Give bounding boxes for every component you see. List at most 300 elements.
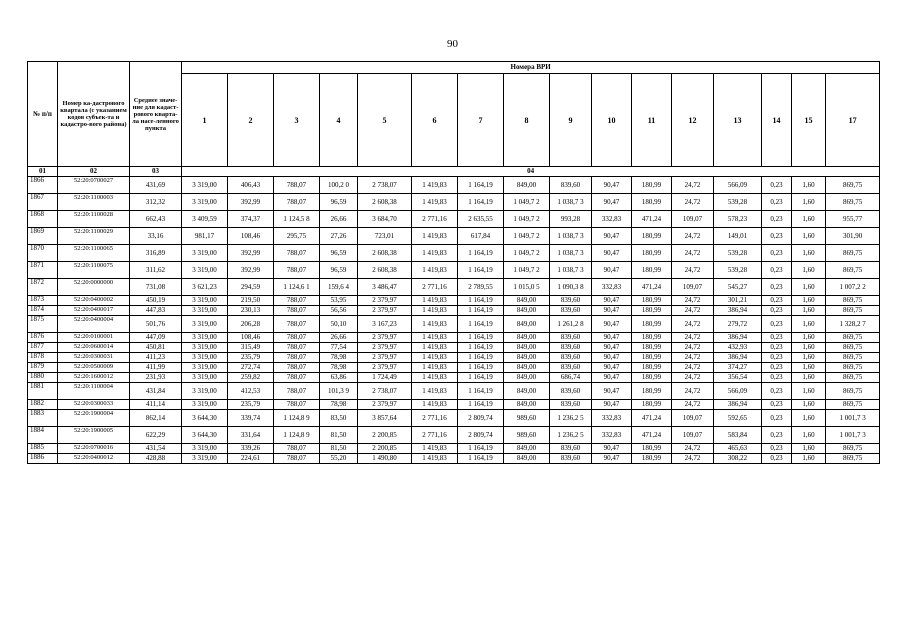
row-vri-value: 332,83 xyxy=(592,410,632,427)
table-row xyxy=(28,363,880,373)
row-number: 1868 xyxy=(28,211,58,228)
row-vri-value: 0,23 xyxy=(762,194,792,211)
row-vri-value: 109,07 xyxy=(672,279,714,296)
row-vri-value: 3 319,00 xyxy=(182,343,228,353)
row-average: 311,62 xyxy=(130,262,182,279)
row-vri-value: 90,47 xyxy=(592,444,632,454)
row-vri-value: 1,60 xyxy=(792,383,826,400)
row-vri-value: 788,07 xyxy=(274,454,320,464)
row-vri-value: 0,23 xyxy=(762,279,792,296)
row-vri-value: 869,75 xyxy=(826,373,880,383)
row-vri-value: 180,99 xyxy=(632,343,672,353)
row-vri-value: 471,24 xyxy=(632,211,672,228)
row-vri-value: 1 419,83 xyxy=(412,228,458,245)
row-vri-value: 180,99 xyxy=(632,383,672,400)
row-average: 411,99 xyxy=(130,363,182,373)
row-vri-value: 989,60 xyxy=(504,410,550,427)
row-vri-value: 2 771,16 xyxy=(412,410,458,427)
header-vri-4: 4 xyxy=(320,74,358,167)
row-vri-value: 0,23 xyxy=(762,296,792,306)
row-vri-value: 869,75 xyxy=(826,262,880,279)
row-vri-value: 849,00 xyxy=(504,444,550,454)
row-vri-value: 406,43 xyxy=(228,177,274,194)
row-vri-value: 1 164,19 xyxy=(458,262,504,279)
row-average: 428,88 xyxy=(130,454,182,464)
row-vri-value: 1,60 xyxy=(792,316,826,333)
row-vri-value: 849,00 xyxy=(504,333,550,343)
row-vri-value: 471,24 xyxy=(632,427,672,444)
idx-02: 02 xyxy=(58,167,130,177)
row-vri-value: 1,60 xyxy=(792,211,826,228)
row-vri-value: 230,13 xyxy=(228,306,274,316)
row-vri-value: 109,07 xyxy=(672,211,714,228)
row-vri-value: 539,28 xyxy=(714,262,762,279)
row-vri-value: 1 419,83 xyxy=(412,316,458,333)
table-row xyxy=(28,296,880,306)
row-vri-value: 849,00 xyxy=(504,316,550,333)
row-vri-value: 2 379,97 xyxy=(358,400,412,410)
row-vri-value: 50,10 xyxy=(320,316,358,333)
row-vri-value: 869,75 xyxy=(826,383,880,400)
row-vri-value: 3 621,23 xyxy=(182,279,228,296)
row-vri-value: 55,20 xyxy=(320,454,358,464)
row-vri-value: 788,07 xyxy=(274,316,320,333)
row-vri-value: 1 164,19 xyxy=(458,400,504,410)
row-vri-value: 24,72 xyxy=(672,296,714,306)
table-row xyxy=(28,353,880,363)
header-vri-12: 12 xyxy=(672,74,714,167)
row-vri-value: 83,50 xyxy=(320,410,358,427)
row-vri-value: 24,72 xyxy=(672,454,714,464)
row-vri-value: 869,75 xyxy=(826,306,880,316)
row-kvartal: 52:20:1100004 xyxy=(58,383,130,400)
row-vri-value: 1 419,83 xyxy=(412,194,458,211)
row-vri-value: 788,07 xyxy=(274,343,320,353)
row-vri-value: 788,07 xyxy=(274,262,320,279)
row-vri-value: 2 771,16 xyxy=(412,211,458,228)
row-vri-value: 592,65 xyxy=(714,410,762,427)
table-row xyxy=(28,373,880,383)
row-vri-value: 1 164,19 xyxy=(458,343,504,353)
row-vri-value: 869,75 xyxy=(826,343,880,353)
row-vri-value: 386,94 xyxy=(714,353,762,363)
row-number: 1870 xyxy=(28,245,58,262)
row-average: 501,76 xyxy=(130,316,182,333)
row-vri-value: 849,00 xyxy=(504,353,550,363)
row-average: 731,08 xyxy=(130,279,182,296)
row-vri-value: 339,74 xyxy=(228,410,274,427)
table-row xyxy=(28,333,880,343)
row-vri-value: 2 379,97 xyxy=(358,306,412,316)
row-vri-value: 849,00 xyxy=(504,383,550,400)
row-vri-value: 108,46 xyxy=(228,333,274,343)
table-row xyxy=(28,316,880,333)
row-number: 1876 xyxy=(28,333,58,343)
row-number: 1875 xyxy=(28,316,58,333)
row-vri-value: 1,60 xyxy=(792,194,826,211)
row-average: 312,32 xyxy=(130,194,182,211)
row-vri-value: 839,60 xyxy=(550,363,592,373)
row-vri-value: 993,28 xyxy=(550,211,592,228)
row-number: 1869 xyxy=(28,228,58,245)
row-average: 411,14 xyxy=(130,400,182,410)
row-vri-value: 539,28 xyxy=(714,245,762,262)
row-vri-value: 869,75 xyxy=(826,444,880,454)
row-vri-value: 1,60 xyxy=(792,343,826,353)
header-vri-9: 9 xyxy=(550,74,592,167)
row-vri-value: 1 419,83 xyxy=(412,296,458,306)
row-vri-value: 1 419,83 xyxy=(412,245,458,262)
row-vri-value: 788,07 xyxy=(274,194,320,211)
row-number: 1880 xyxy=(28,373,58,383)
row-vri-value: 2 608,38 xyxy=(358,194,412,211)
row-vri-value: 1 090,3 8 xyxy=(550,279,592,296)
row-vri-value: 2 635,55 xyxy=(458,211,504,228)
table-row xyxy=(28,245,880,262)
row-vri-value: 0,23 xyxy=(762,177,792,194)
row-vri-value: 1 419,83 xyxy=(412,383,458,400)
table-row xyxy=(28,228,880,245)
row-kvartal: 52:20:0300033 xyxy=(58,400,130,410)
row-vri-value: 63,86 xyxy=(320,373,358,383)
row-vri-value: 1,60 xyxy=(792,454,826,464)
table-row xyxy=(28,306,880,316)
row-vri-value: 1 419,83 xyxy=(412,353,458,363)
row-vri-value: 839,60 xyxy=(550,444,592,454)
header-vri-2: 2 xyxy=(228,74,274,167)
row-vri-value: 1 164,19 xyxy=(458,383,504,400)
row-kvartal: 52:20:0400002 xyxy=(58,296,130,306)
row-vri-value: 3 319,00 xyxy=(182,296,228,306)
row-vri-value: 101,3 9 xyxy=(320,383,358,400)
row-vri-value: 386,94 xyxy=(714,306,762,316)
row-vri-value: 27,26 xyxy=(320,228,358,245)
row-average: 447,83 xyxy=(130,306,182,316)
row-vri-value: 3 319,00 xyxy=(182,316,228,333)
table-row xyxy=(28,279,880,296)
row-vri-value: 24,72 xyxy=(672,333,714,343)
row-vri-value: 180,99 xyxy=(632,400,672,410)
row-vri-value: 78,98 xyxy=(320,400,358,410)
row-vri-value: 339,26 xyxy=(228,444,274,454)
header-vri-7: 7 xyxy=(458,74,504,167)
row-kvartal: 52:20:0400012 xyxy=(58,454,130,464)
row-vri-value: 235,79 xyxy=(228,353,274,363)
row-vri-value: 686,74 xyxy=(550,373,592,383)
row-vri-value: 1,60 xyxy=(792,363,826,373)
row-vri-value: 24,72 xyxy=(672,444,714,454)
row-vri-value: 1 419,83 xyxy=(412,306,458,316)
row-vri-value: 180,99 xyxy=(632,228,672,245)
row-vri-value: 26,66 xyxy=(320,333,358,343)
row-kvartal: 52:20:0000000 xyxy=(58,279,130,296)
row-kvartal: 52:20:0700016 xyxy=(58,444,130,454)
row-vri-value: 869,75 xyxy=(826,333,880,343)
row-vri-value: 3 319,00 xyxy=(182,353,228,363)
row-vri-value: 90,47 xyxy=(592,333,632,343)
row-number: 1878 xyxy=(28,353,58,363)
row-vri-value: 1 124,6 1 xyxy=(274,279,320,296)
row-vri-value: 301,21 xyxy=(714,296,762,306)
row-vri-value: 2 789,55 xyxy=(458,279,504,296)
row-number: 1881 xyxy=(28,383,58,400)
row-vri-value: 180,99 xyxy=(632,373,672,383)
row-vri-value: 109,07 xyxy=(672,410,714,427)
row-vri-value: 2 738,07 xyxy=(358,177,412,194)
row-vri-value: 78,98 xyxy=(320,363,358,373)
row-vri-value: 1,60 xyxy=(792,245,826,262)
header-vri-3: 3 xyxy=(274,74,320,167)
row-vri-value: 2 608,38 xyxy=(358,262,412,279)
row-vri-value: 869,75 xyxy=(826,363,880,373)
row-vri-value: 1 164,19 xyxy=(458,316,504,333)
row-average: 447,09 xyxy=(130,333,182,343)
row-vri-value: 24,72 xyxy=(672,177,714,194)
table-row xyxy=(28,454,880,464)
row-vri-value: 2 379,97 xyxy=(358,343,412,353)
row-vri-value: 1,60 xyxy=(792,410,826,427)
row-vri-value: 3 319,00 xyxy=(182,400,228,410)
row-vri-value: 386,94 xyxy=(714,333,762,343)
header-vri-8: 8 xyxy=(504,74,550,167)
row-vri-value: 539,28 xyxy=(714,194,762,211)
row-vri-value: 788,07 xyxy=(274,444,320,454)
row-vri-value: 788,07 xyxy=(274,400,320,410)
row-vri-value: 849,00 xyxy=(504,400,550,410)
row-vri-value: 839,60 xyxy=(550,296,592,306)
row-vri-value: 180,99 xyxy=(632,454,672,464)
row-number: 1874 xyxy=(28,306,58,316)
row-vri-value: 869,75 xyxy=(826,296,880,306)
row-vri-value: 180,99 xyxy=(632,353,672,363)
row-vri-value: 77,54 xyxy=(320,343,358,353)
row-vri-value: 0,23 xyxy=(762,211,792,228)
row-average: 862,14 xyxy=(130,410,182,427)
header-vri-11: 11 xyxy=(632,74,672,167)
row-vri-value: 386,94 xyxy=(714,400,762,410)
row-vri-value: 1 328,2 7 xyxy=(826,316,880,333)
header-vri-17: 17 xyxy=(826,74,880,167)
row-vri-value: 180,99 xyxy=(632,333,672,343)
row-vri-value: 53,95 xyxy=(320,296,358,306)
row-average: 662,43 xyxy=(130,211,182,228)
table-row xyxy=(28,400,880,410)
row-vri-value: 3 319,00 xyxy=(182,245,228,262)
row-vri-value: 2 809,74 xyxy=(458,410,504,427)
row-vri-value: 788,07 xyxy=(274,177,320,194)
row-kvartal: 52:20:0400004 xyxy=(58,316,130,333)
row-vri-value: 3 319,00 xyxy=(182,333,228,343)
row-vri-value: 869,75 xyxy=(826,245,880,262)
row-vri-value: 869,75 xyxy=(826,454,880,464)
row-kvartal: 52:20:0500009 xyxy=(58,363,130,373)
row-vri-value: 1 164,19 xyxy=(458,363,504,373)
row-vri-value: 3 486,47 xyxy=(358,279,412,296)
row-vri-value: 3 319,00 xyxy=(182,383,228,400)
row-vri-value: 465,63 xyxy=(714,444,762,454)
row-vri-value: 1 038,7 3 xyxy=(550,245,592,262)
row-average: 450,19 xyxy=(130,296,182,306)
row-vri-value: 839,60 xyxy=(550,383,592,400)
header-vri-15: 15 xyxy=(792,74,826,167)
row-vri-value: 180,99 xyxy=(632,296,672,306)
row-vri-value: 849,00 xyxy=(504,373,550,383)
row-vri-value: 272,74 xyxy=(228,363,274,373)
row-number: 1883 xyxy=(28,410,58,427)
row-average: 431,54 xyxy=(130,444,182,454)
header-vri-5: 5 xyxy=(358,74,412,167)
row-vri-value: 96,59 xyxy=(320,262,358,279)
row-vri-value: 0,23 xyxy=(762,373,792,383)
row-vri-value: 955,77 xyxy=(826,211,880,228)
row-vri-value: 849,00 xyxy=(504,454,550,464)
row-average: 316,89 xyxy=(130,245,182,262)
row-vri-value: 26,66 xyxy=(320,211,358,228)
table-row xyxy=(28,343,880,353)
idx-04: 04 xyxy=(182,167,880,177)
row-vri-value: 90,47 xyxy=(592,454,632,464)
row-average: 231,93 xyxy=(130,373,182,383)
row-vri-value: 869,75 xyxy=(826,353,880,363)
row-vri-value: 1,60 xyxy=(792,444,826,454)
row-vri-value: 56,56 xyxy=(320,306,358,316)
row-vri-value: 1 049,7 2 xyxy=(504,211,550,228)
row-vri-value: 90,47 xyxy=(592,177,632,194)
row-vri-value: 788,07 xyxy=(274,383,320,400)
row-kvartal: 52:20:1100065 xyxy=(58,245,130,262)
row-vri-value: 180,99 xyxy=(632,177,672,194)
row-number: 1886 xyxy=(28,454,58,464)
row-vri-value: 1 049,7 2 xyxy=(504,194,550,211)
row-kvartal: 52:20:0700027 xyxy=(58,177,130,194)
row-vri-value: 2 738,07 xyxy=(358,383,412,400)
row-vri-value: 1,60 xyxy=(792,177,826,194)
row-vri-value: 219,50 xyxy=(228,296,274,306)
row-kvartal: 52:20:0600014 xyxy=(58,343,130,353)
row-vri-value: 617,84 xyxy=(458,228,504,245)
table-row xyxy=(28,262,880,279)
row-vri-value: 0,23 xyxy=(762,333,792,343)
row-vri-value: 24,72 xyxy=(672,373,714,383)
row-vri-value: 332,83 xyxy=(592,279,632,296)
row-vri-value: 24,72 xyxy=(672,245,714,262)
row-vri-value: 1 261,2 8 xyxy=(550,316,592,333)
row-vri-value: 24,72 xyxy=(672,194,714,211)
row-kvartal: 52:20:0100001 xyxy=(58,333,130,343)
row-vri-value: 1 049,7 2 xyxy=(504,245,550,262)
row-vri-value: 1 038,7 3 xyxy=(550,262,592,279)
row-vri-value: 1 419,83 xyxy=(412,343,458,353)
row-number: 1879 xyxy=(28,363,58,373)
row-vri-value: 332,83 xyxy=(592,211,632,228)
row-number: 1885 xyxy=(28,444,58,454)
row-vri-value: 374,37 xyxy=(228,211,274,228)
row-vri-value: 1 124,5 8 xyxy=(274,211,320,228)
row-vri-value: 788,07 xyxy=(274,353,320,363)
row-kvartal: 52:20:0400017 xyxy=(58,306,130,316)
header-vri-10: 10 xyxy=(592,74,632,167)
row-vri-value: 90,47 xyxy=(592,373,632,383)
row-vri-value: 1,60 xyxy=(792,306,826,316)
row-vri-value: 3 684,70 xyxy=(358,211,412,228)
header-vri-6: 6 xyxy=(412,74,458,167)
row-vri-value: 149,01 xyxy=(714,228,762,245)
row-vri-value: 180,99 xyxy=(632,245,672,262)
row-vri-value: 1 049,7 2 xyxy=(504,262,550,279)
row-vri-value: 1,60 xyxy=(792,427,826,444)
row-vri-value: 24,72 xyxy=(672,228,714,245)
row-vri-value: 0,23 xyxy=(762,444,792,454)
table-row xyxy=(28,444,880,454)
row-vri-value: 81,50 xyxy=(320,427,358,444)
row-vri-value: 3 319,00 xyxy=(182,363,228,373)
row-average: 411,23 xyxy=(130,353,182,363)
row-vri-value: 3 319,00 xyxy=(182,306,228,316)
row-vri-value: 90,47 xyxy=(592,306,632,316)
row-vri-value: 100,2 0 xyxy=(320,177,358,194)
row-vri-value: 315,49 xyxy=(228,343,274,353)
row-vri-value: 1 038,7 3 xyxy=(550,228,592,245)
row-kvartal: 52:20:1100028 xyxy=(58,211,130,228)
row-vri-value: 3 319,00 xyxy=(182,262,228,279)
row-vri-value: 90,47 xyxy=(592,353,632,363)
row-vri-value: 839,60 xyxy=(550,306,592,316)
row-vri-value: 3 644,30 xyxy=(182,410,228,427)
row-vri-value: 180,99 xyxy=(632,316,672,333)
row-vri-value: 1 490,80 xyxy=(358,454,412,464)
row-vri-value: 159,6 4 xyxy=(320,279,358,296)
row-vri-value: 3 319,00 xyxy=(182,454,228,464)
row-vri-value: 2 379,97 xyxy=(358,333,412,343)
row-vri-value: 412,53 xyxy=(228,383,274,400)
row-vri-value: 3 319,00 xyxy=(182,444,228,454)
row-vri-value: 2 200,85 xyxy=(358,444,412,454)
row-vri-value: 0,23 xyxy=(762,427,792,444)
row-vri-value: 24,72 xyxy=(672,262,714,279)
row-vri-value: 1 038,7 3 xyxy=(550,194,592,211)
row-vri-value: 90,47 xyxy=(592,296,632,306)
row-vri-value: 3 409,59 xyxy=(182,211,228,228)
row-vri-value: 0,23 xyxy=(762,454,792,464)
row-vri-value: 1 236,2 5 xyxy=(550,427,592,444)
row-vri-value: 392,99 xyxy=(228,194,274,211)
row-vri-value: 788,07 xyxy=(274,333,320,343)
row-vri-value: 224,61 xyxy=(228,454,274,464)
row-vri-value: 1 164,19 xyxy=(458,194,504,211)
row-vri-value: 2 379,97 xyxy=(358,296,412,306)
row-vri-value: 356,54 xyxy=(714,373,762,383)
row-vri-value: 0,23 xyxy=(762,343,792,353)
row-vri-value: 2 771,16 xyxy=(412,427,458,444)
row-vri-value: 1 419,83 xyxy=(412,262,458,279)
row-vri-value: 1 001,7 3 xyxy=(826,427,880,444)
row-vri-value: 1 419,83 xyxy=(412,400,458,410)
row-number: 1872 xyxy=(28,279,58,296)
row-vri-value: 24,72 xyxy=(672,343,714,353)
header-num: № п/п xyxy=(28,62,58,167)
row-number: 1871 xyxy=(28,262,58,279)
row-vri-value: 849,00 xyxy=(504,296,550,306)
row-vri-value: 0,23 xyxy=(762,245,792,262)
row-vri-value: 206,28 xyxy=(228,316,274,333)
row-vri-value: 1,60 xyxy=(792,296,826,306)
row-vri-value: 1 419,83 xyxy=(412,454,458,464)
row-vri-value: 1,60 xyxy=(792,353,826,363)
row-vri-value: 471,24 xyxy=(632,410,672,427)
row-vri-value: 90,47 xyxy=(592,400,632,410)
row-vri-value: 90,47 xyxy=(592,343,632,353)
row-vri-value: 331,64 xyxy=(228,427,274,444)
